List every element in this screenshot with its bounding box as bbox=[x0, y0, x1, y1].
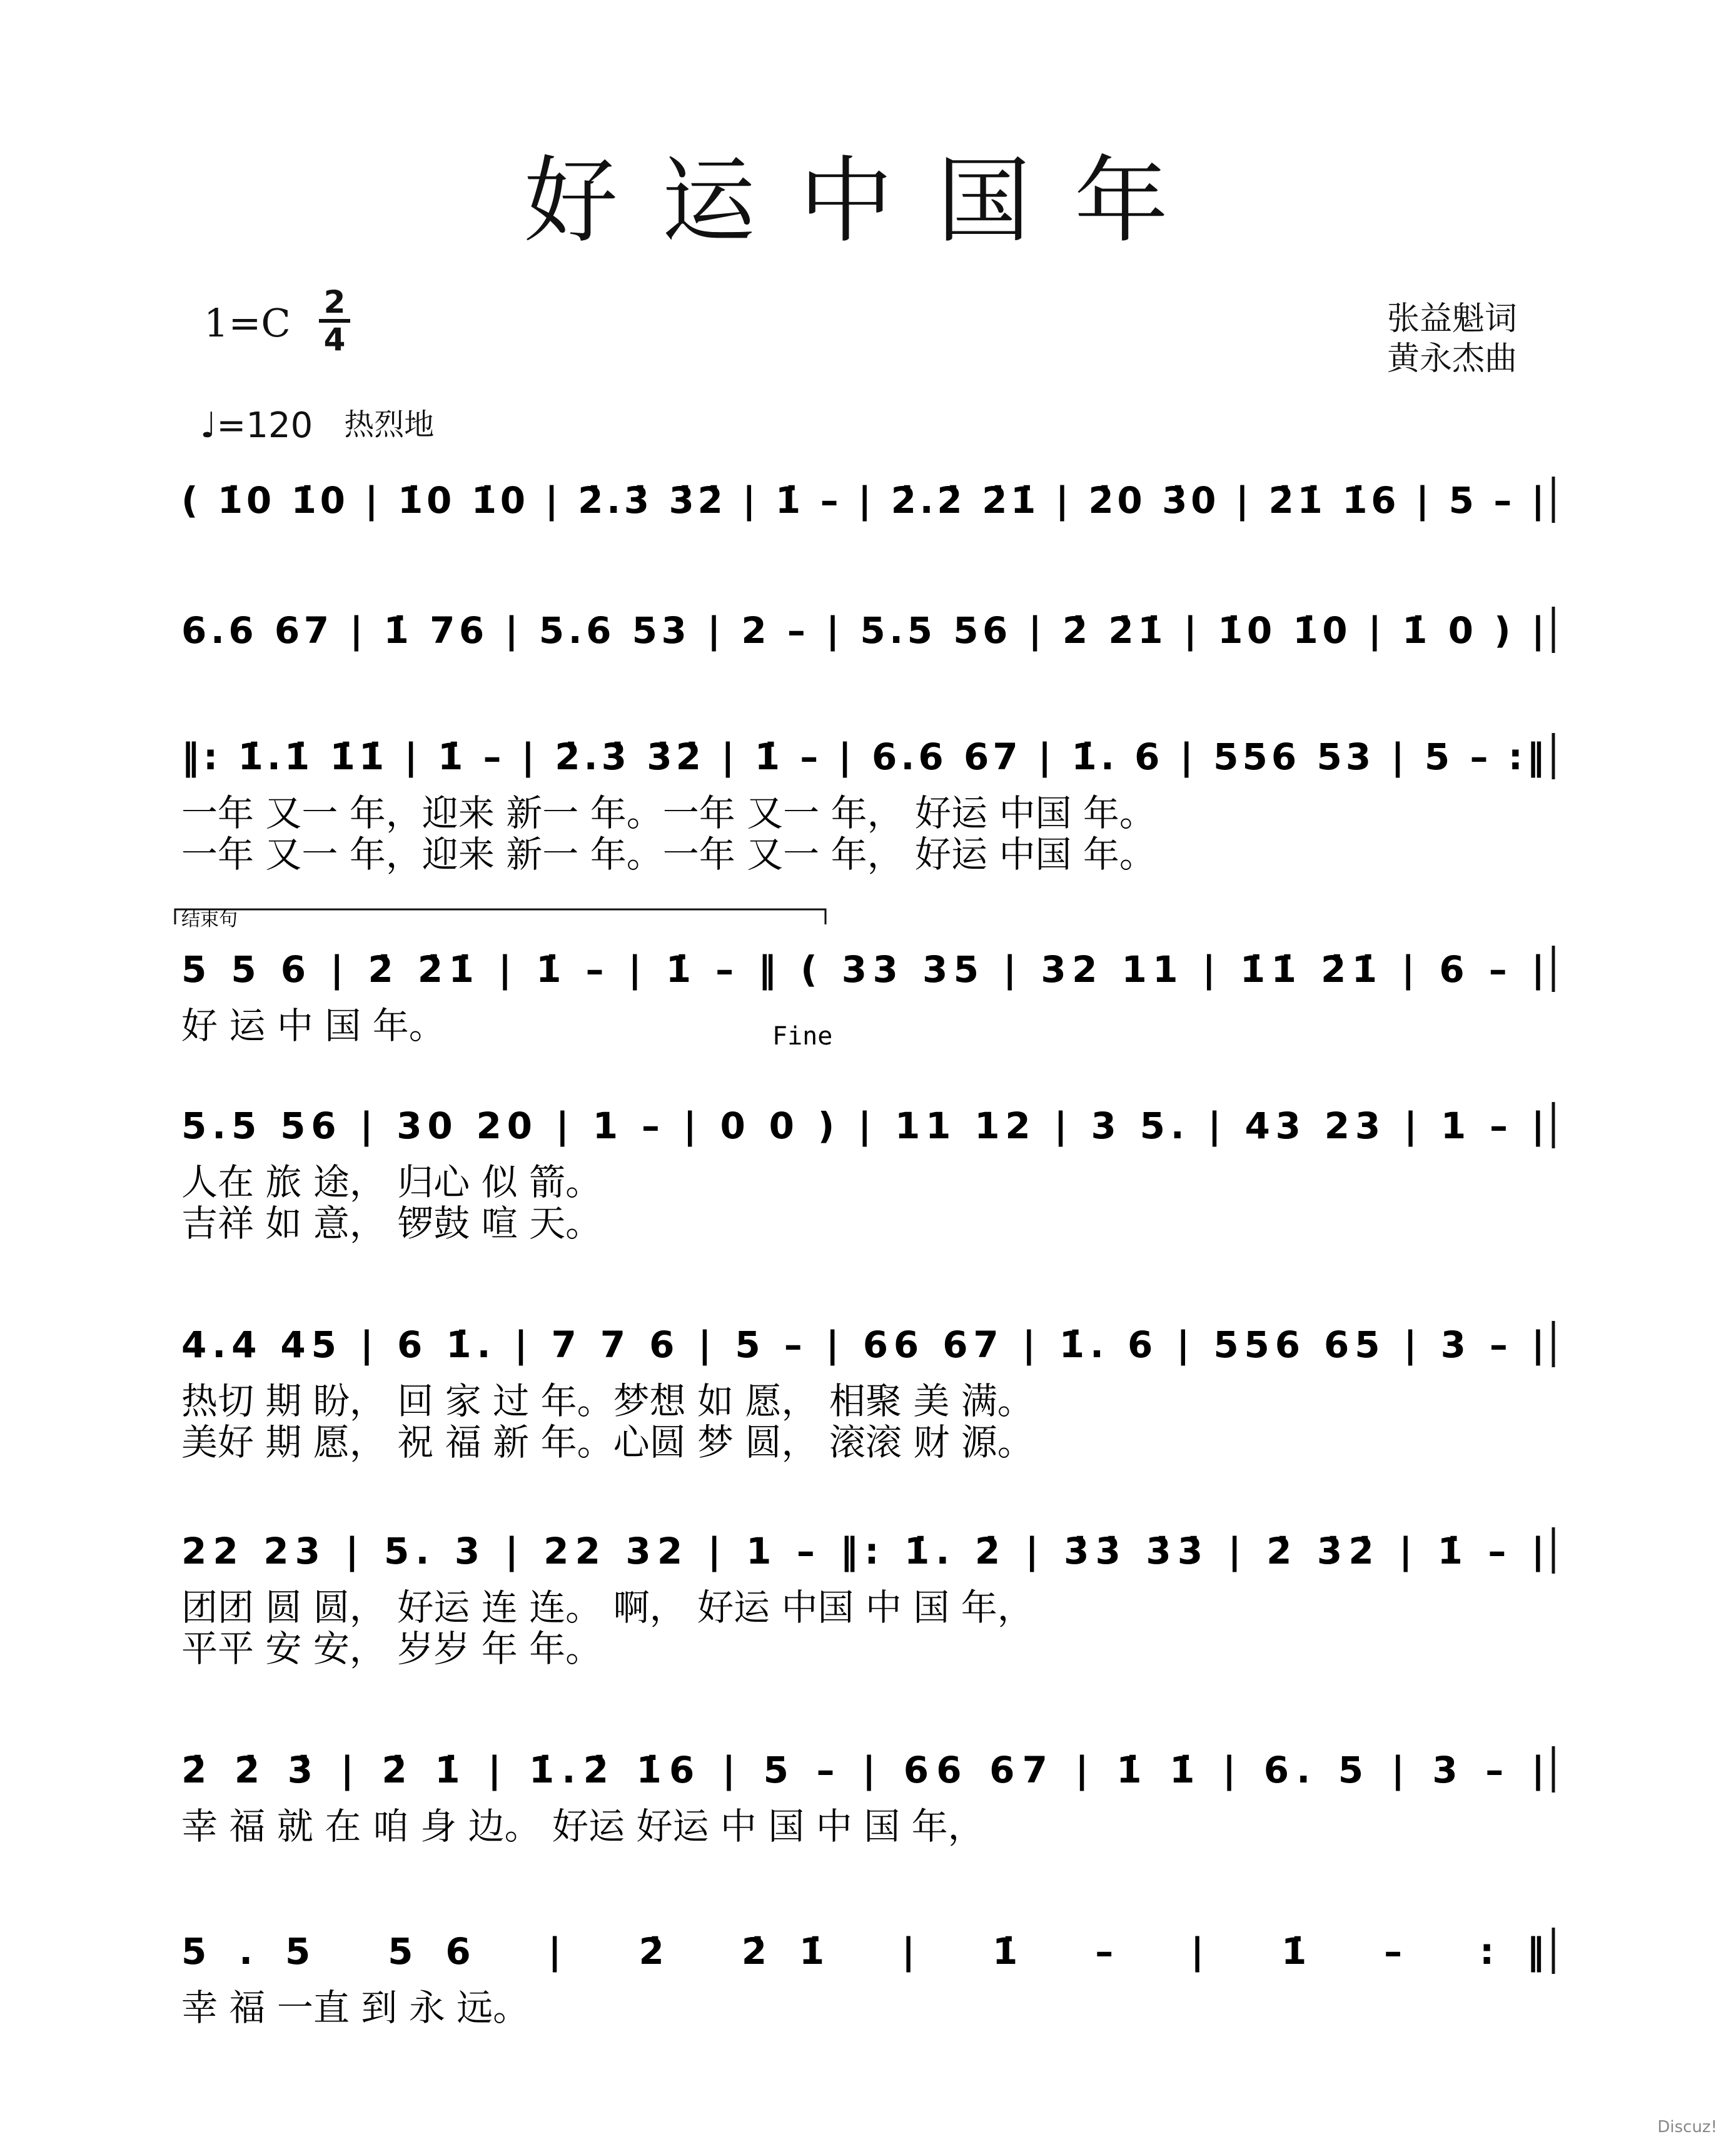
notation-row: 5.5 56 | 2̇ 2̇1̇ | 1̇ – | 1̇ – :‖ bbox=[181, 1930, 1545, 1973]
lyric-row: 热切 期 盼， 回 家 过 年。梦想 如 愿， 相聚 美 满。 bbox=[181, 1380, 1034, 1422]
notation-row: 2̇ 2̇ 3̇ | 2̇ 1̇ | 1̇.2̇ 1̇6 | 5 – | 66 67 | 1̇ 1̇ | 6. 5 | 3 – | bbox=[181, 1749, 1545, 1791]
time-signature-top: 2 bbox=[323, 284, 346, 320]
notation-row: 5 5 6 | 2̇ 2̇1̇ | 1̇ – | 1̇ – ‖ ( 33 35 | 32 11 | 1̇1̇ 2̇1̇ | 6 – | bbox=[181, 948, 1545, 991]
ending-bracket-label: 结束句 bbox=[181, 909, 238, 931]
notation-row: 6.6 67 | 1̇ 76 | 5.6 53 | 2 – | 5.5 56 | 2̇ 2̇1̇ | 1̇0 1̇0 | 1̇ 0 ) | bbox=[181, 609, 1545, 652]
notation-row: ‖: 1̇.1̇ 1̇1̇ | 1̇ – | 2̇.3̇ 3̇2̇ | 1̇ – | 6.6 67 | 1̇. 6 | 556 53 | 5 – :‖ bbox=[181, 736, 1545, 778]
credits bbox=[1387, 299, 1517, 379]
score-title: 好运中国年 bbox=[523, 147, 1212, 256]
lyric-row: 好 运 中 国 年。 bbox=[181, 1004, 445, 1047]
lyricist: 张益魁词 bbox=[1386, 300, 1517, 338]
lyric-row: 一年 又一 年，迎来 新一 年。一年 又一 年， 好运 中国 年。 bbox=[181, 792, 1156, 834]
system-7 bbox=[0, 1526, 1736, 1726]
system-2 bbox=[0, 605, 1736, 680]
notation-row: 4.4 45 | 6 1̇. | 7 7 6 | 5 – | 66 67 | 1̇. 6 | 556 65 | 3 – | bbox=[181, 1323, 1545, 1366]
notation-row: 5.5 56 | 30 20 | 1 – | 0 0 ) | 11 12 | 3 5. | 43 23 | 1 – | bbox=[181, 1105, 1545, 1147]
system-4 bbox=[0, 907, 1736, 1069]
system-3 bbox=[0, 732, 1736, 901]
lyric-row: 幸 福 一直 到 永 远。 bbox=[181, 1986, 530, 2029]
system-6 bbox=[0, 1320, 1736, 1507]
notation-row: ( 1̇0 1̇0 | 1̇0 1̇0 | 2̇.3̇ 3̇2̇ | 1̇ – | 2̇.2̇ 2̇1̇ | 2̇0 3̇0 | 2̇1̇ 1̇6 | 5 – | bbox=[181, 479, 1545, 522]
lyric-row: 吉祥 如 意， 锣鼓 喧 天。 bbox=[181, 1202, 602, 1245]
fine-mark: Fine bbox=[772, 1022, 833, 1051]
tempo-value: ♩=120 bbox=[200, 405, 313, 446]
expression-mark: 热烈地 bbox=[344, 407, 435, 442]
notation-row: 22 23 | 5. 3 | 22 32 | 1 – ‖: 1̇. 2̇ | 3̇3̇ 3̇3̇ | 2̇ 3̇2̇ | 1̇ – | bbox=[181, 1530, 1545, 1572]
system-1 bbox=[0, 475, 1736, 550]
tempo-marking bbox=[200, 400, 434, 446]
lyric-row: 美好 期 愿， 祝 福 新 年。心圆 梦 圆， 滚滚 财 源。 bbox=[181, 1421, 1034, 1464]
lyric-row: 平平 安 安， 岁岁 年 年。 bbox=[181, 1627, 602, 1670]
composer: 黄永杰曲 bbox=[1386, 340, 1517, 378]
system-9 bbox=[0, 1926, 1736, 2070]
lyric-row: 一年 又一 年，迎来 新一 年。一年 又一 年， 好运 中国 年。 bbox=[181, 833, 1156, 876]
system-5 bbox=[0, 1101, 1736, 1307]
lyric-row: 人在 旅 途， 归心 似 箭。 bbox=[181, 1161, 602, 1203]
ending-bracket bbox=[175, 909, 825, 924]
lyric-row: 团团 圆 圆， 好运 连 连。 啊， 好运 中国 中 国 年， bbox=[181, 1586, 1034, 1629]
lyric-row: 幸 福 就 在 咱 身 边。 好运 好运 中 国 中 国 年， bbox=[181, 1805, 984, 1848]
system-8 bbox=[0, 1745, 1736, 1908]
watermark: Discuz! bbox=[1657, 2118, 1717, 2136]
key-signature: 1=C bbox=[204, 300, 291, 346]
time-signature-bottom: 4 bbox=[323, 321, 346, 358]
time-signature bbox=[319, 284, 350, 358]
